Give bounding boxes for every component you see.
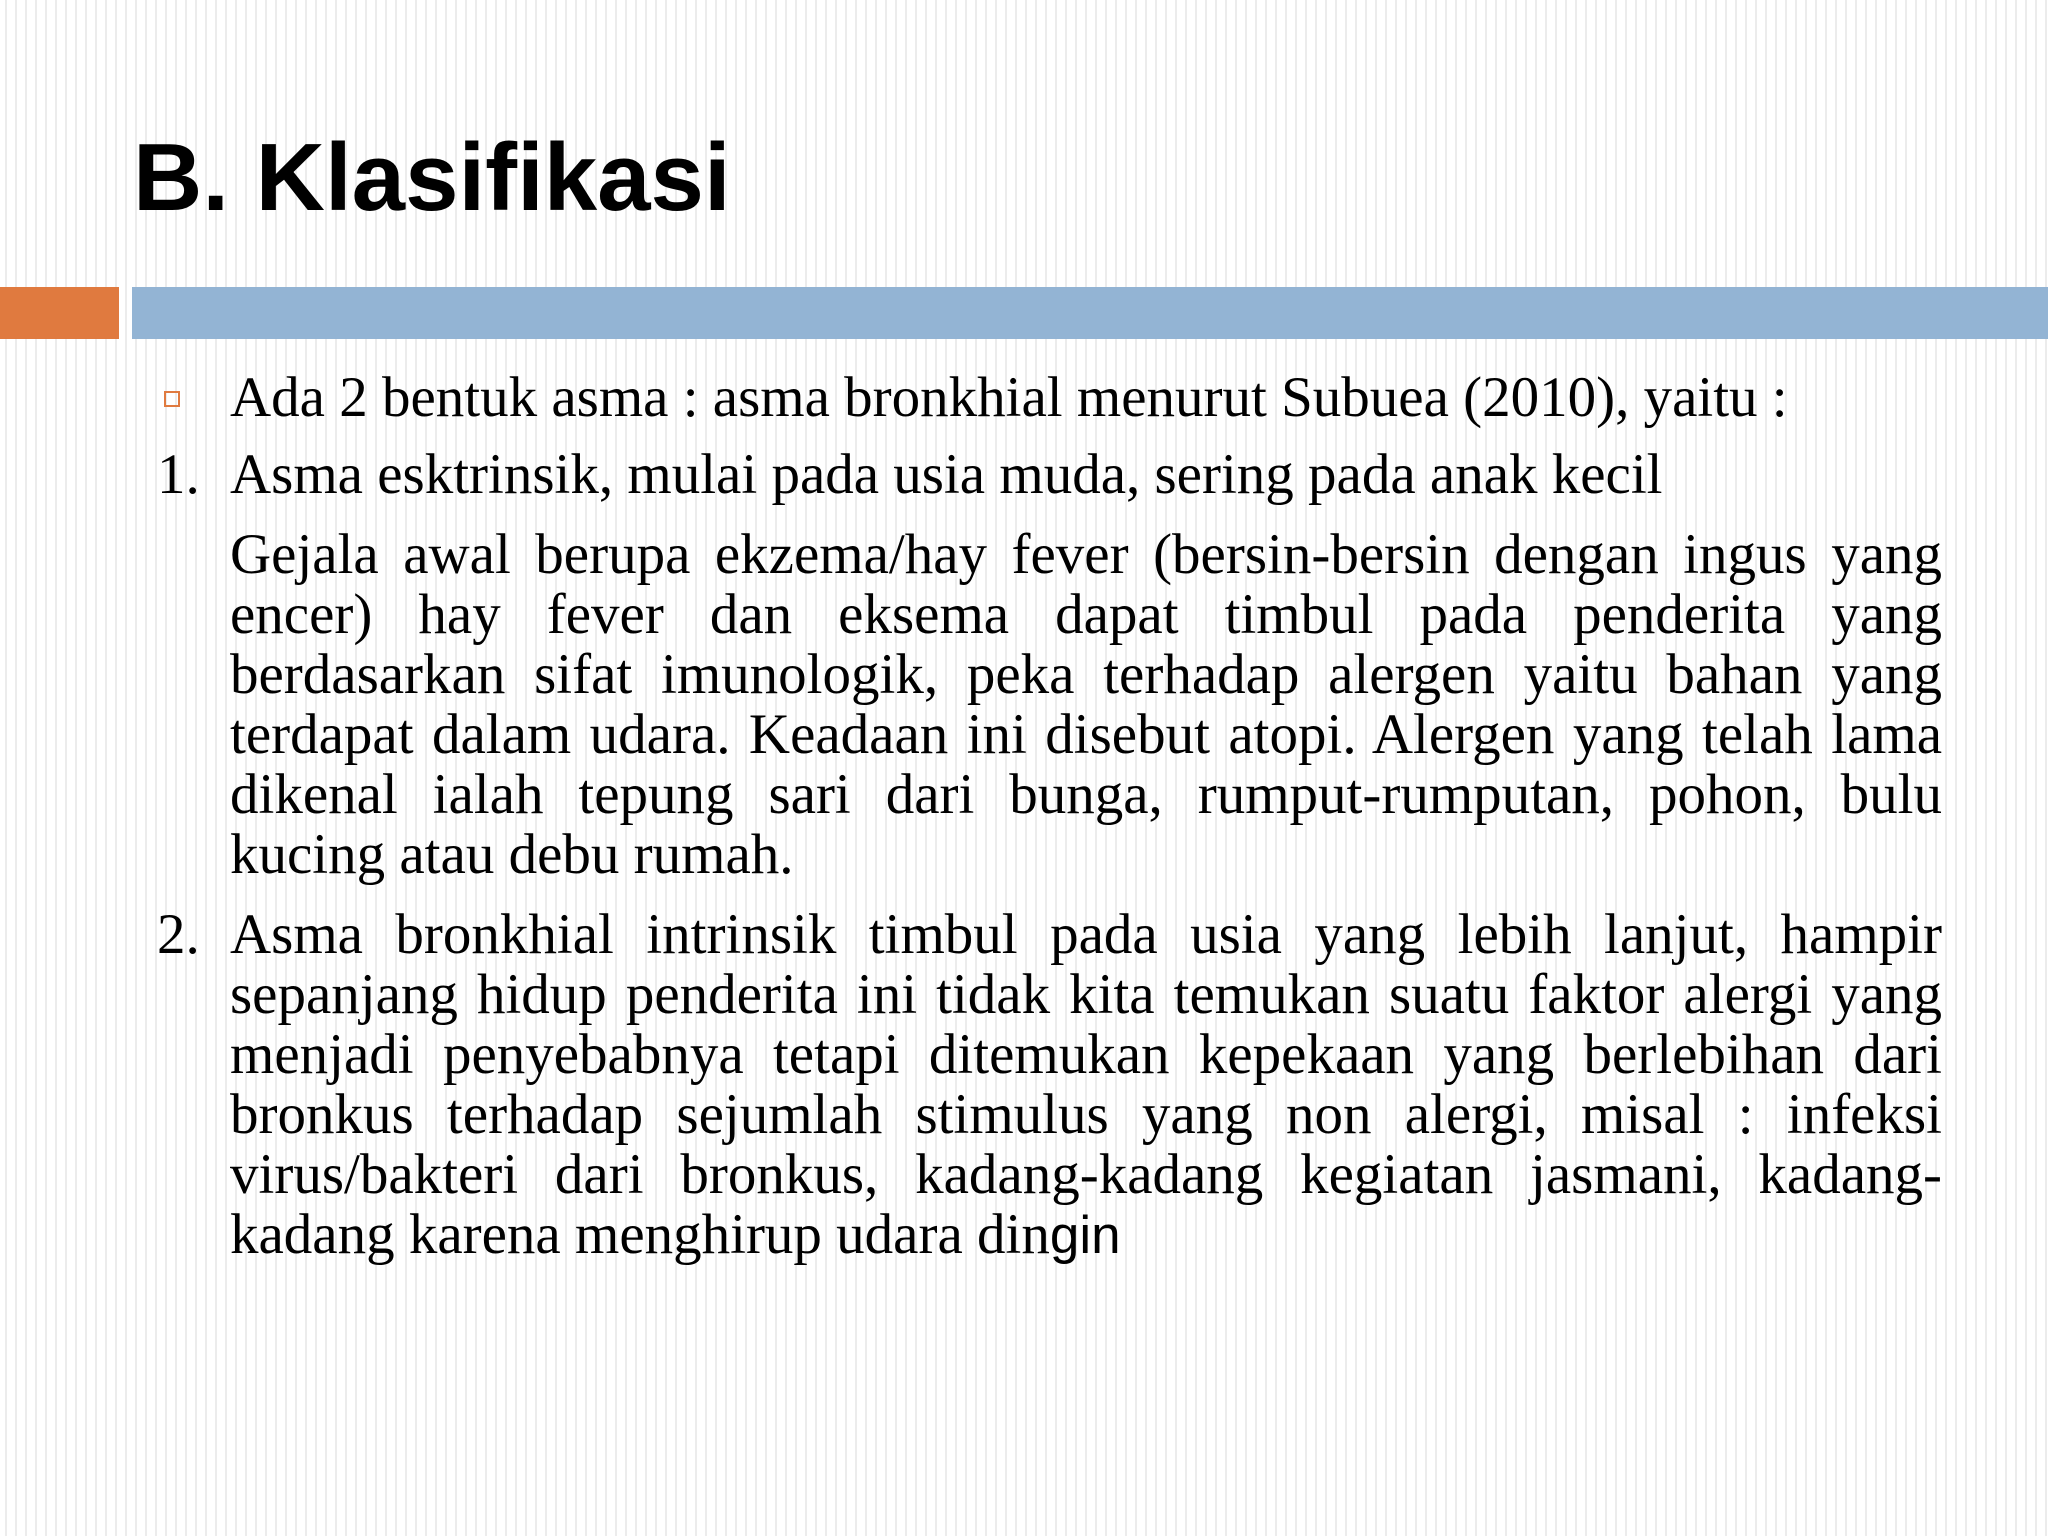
- intro-text: Ada 2 bentuk asma : asma bronkhial menurut Subuea (2010), yaitu :: [230, 366, 1788, 429]
- slide-title: B. Klasifikasi: [133, 124, 731, 231]
- hollow-square-bullet-icon: [164, 391, 180, 407]
- item-1-heading: Asma esktrinsik, mulai pada usia muda, sering pada anak kecil: [230, 443, 1663, 506]
- item-1-detail: Gejala awal berupa ekzema/hay fever (bersin-bersin dengan ingus yang encer) hay fever dan eksema dapat timbul pada penderita yang berdasarkan sifat imunologik, peka terhadap alergen yaitu bahan yang terdapat dalam udara. Keadaan ini disebut atopi. Alergen yang telah lama dikenal ialah tepung sari dari bunga, rumput-rumputan, pohon, bulu kucing atau debu rumah.: [230, 523, 1942, 886]
- item-1-number: 1.: [157, 443, 200, 506]
- item-2-text-tail: gin: [1049, 1206, 1121, 1265]
- item-2-text: [230, 905, 1942, 1266]
- item-2-number: 2.: [157, 903, 200, 966]
- item-2-text-body: Asma bronkhial intrinsik timbul pada usia yang lebih lanjut, hampir sepanjang hidup penderita ini tidak kita temukan suatu faktor alergi yang menjadi penyebabnya tetapi ditemukan kepekaan yang berlebihan dari bronkus terhadap sejumlah stimulus yang non alergi, misal : infeksi virus/bakteri dari bronkus, kadang-kadang kegiatan jasmani, kadang-kadang karena menghirup udara din: [230, 903, 1942, 1266]
